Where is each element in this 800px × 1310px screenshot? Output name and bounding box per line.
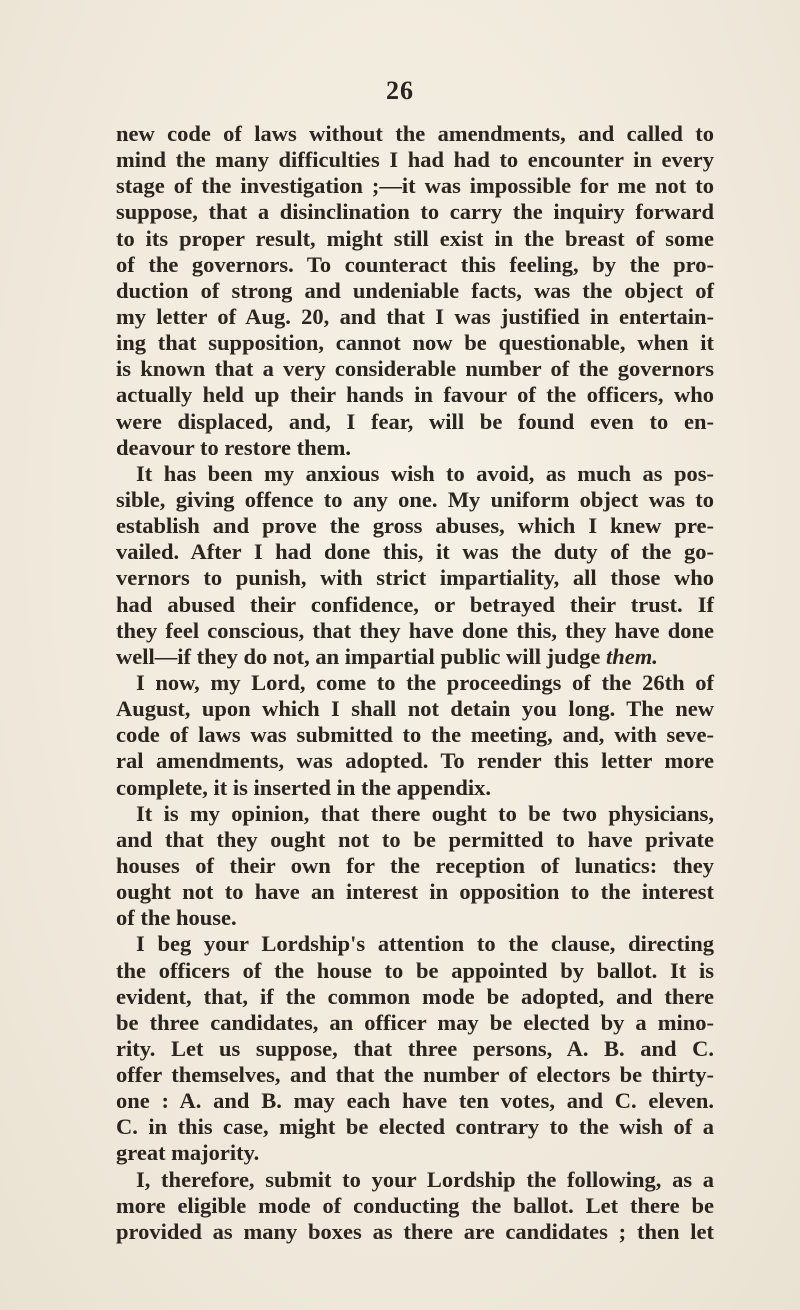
text-line: deavour to restore them.: [116, 434, 351, 460]
text-line: to its proper result, might still exist in the breast of some: [116, 225, 714, 251]
text-line: more eligible mode of conducting the ballot. Let there be: [116, 1192, 714, 1218]
text-line: ought not to have an interest in opposition to the interest: [116, 879, 714, 905]
italic-word: them.: [606, 643, 658, 669]
text-line: they feel conscious, that they have done this, they have done: [116, 617, 714, 643]
text-line: provided as many boxes as there are candidates ; then let: [116, 1218, 714, 1244]
text-line: ral amendments, was adopted. To render this letter more: [116, 748, 714, 774]
text-line: offer themselves, and that the number of electors be thirty-: [116, 1062, 714, 1088]
text-line: C. in this case, might be elected contrary to the wish of a: [116, 1114, 714, 1140]
text-line-start: well—if they do not, an impartial public will judge: [116, 643, 607, 669]
text-line: August, upon which I shall not detain you long. The new: [116, 696, 714, 722]
text-line: It is my opinion, that there ought to be two physicians,: [136, 800, 714, 826]
text-line: sible, giving offence to any one. My uniform object was to: [116, 486, 714, 512]
text-line: mind the many difficulties I had had to encounter in every: [116, 147, 714, 173]
text-line: be three candidates, an officer may be elected by a mino-: [116, 1009, 714, 1035]
text-line: I now, my Lord, come to the proceedings of the 26th of: [136, 669, 714, 695]
text-line-with-italic: [116, 644, 714, 670]
text-line: is known that a very considerable number of the governors: [116, 356, 714, 382]
text-line: had abused their confidence, or betrayed their trust. If: [116, 591, 714, 617]
text-line: complete, it is inserted in the appendix.: [116, 774, 491, 800]
text-line: It has been my anxious wish to avoid, as much as pos-: [136, 460, 714, 486]
text-line: actually held up their hands in favour of the officers, who: [116, 382, 714, 408]
text-line: new code of laws without the amendments, and called to: [116, 121, 714, 146]
text-line: code of laws was submitted to the meeting, and, with seve-: [116, 722, 714, 748]
text-line: the officers of the house to be appointed by ballot. It is: [116, 957, 714, 983]
text-line: duction of strong and undeniable facts, was the object of: [116, 277, 714, 303]
text-line: vailed. After I had done this, it was the duty of the go-: [116, 539, 714, 565]
body-text: [116, 121, 714, 1245]
text-line: my letter of Aug. 20, and that I was justified in entertain-: [116, 303, 714, 329]
text-line: great majority.: [116, 1140, 260, 1166]
text-line: were displaced, and, I fear, will be found even to en-: [116, 408, 714, 434]
text-line: I beg your Lordship's attention to the clause, directing: [136, 931, 714, 957]
text-line: one : A. and B. may each have ten votes, and C. eleven.: [116, 1088, 714, 1114]
text-line: I, therefore, submit to your Lordship the following, as a: [136, 1166, 714, 1192]
text-line: vernors to punish, with strict impartiality, all those who: [116, 565, 714, 591]
text-line: ing that supposition, cannot now be questionable, when it: [116, 330, 714, 356]
text-line: of the governors. To counteract this feeling, by the pro-: [116, 251, 714, 277]
text-line: houses of their own for the reception of lunatics: they: [116, 852, 714, 878]
page-number: 26: [386, 76, 414, 105]
text-line: and that they ought not to be permitted to have private: [116, 826, 714, 852]
text-line: establish and prove the gross abuses, which I knew pre-: [116, 513, 714, 539]
text-line: stage of the investigation ;—it was impossible for me not to: [116, 173, 714, 199]
text-line: evident, that, if the common mode be adopted, and there: [116, 983, 714, 1009]
text-line: suppose, that a disinclination to carry the inquiry forward: [116, 199, 714, 225]
text-line: rity. Let us suppose, that three persons, A. B. and C.: [116, 1035, 714, 1061]
text-line: of the house.: [116, 905, 237, 931]
